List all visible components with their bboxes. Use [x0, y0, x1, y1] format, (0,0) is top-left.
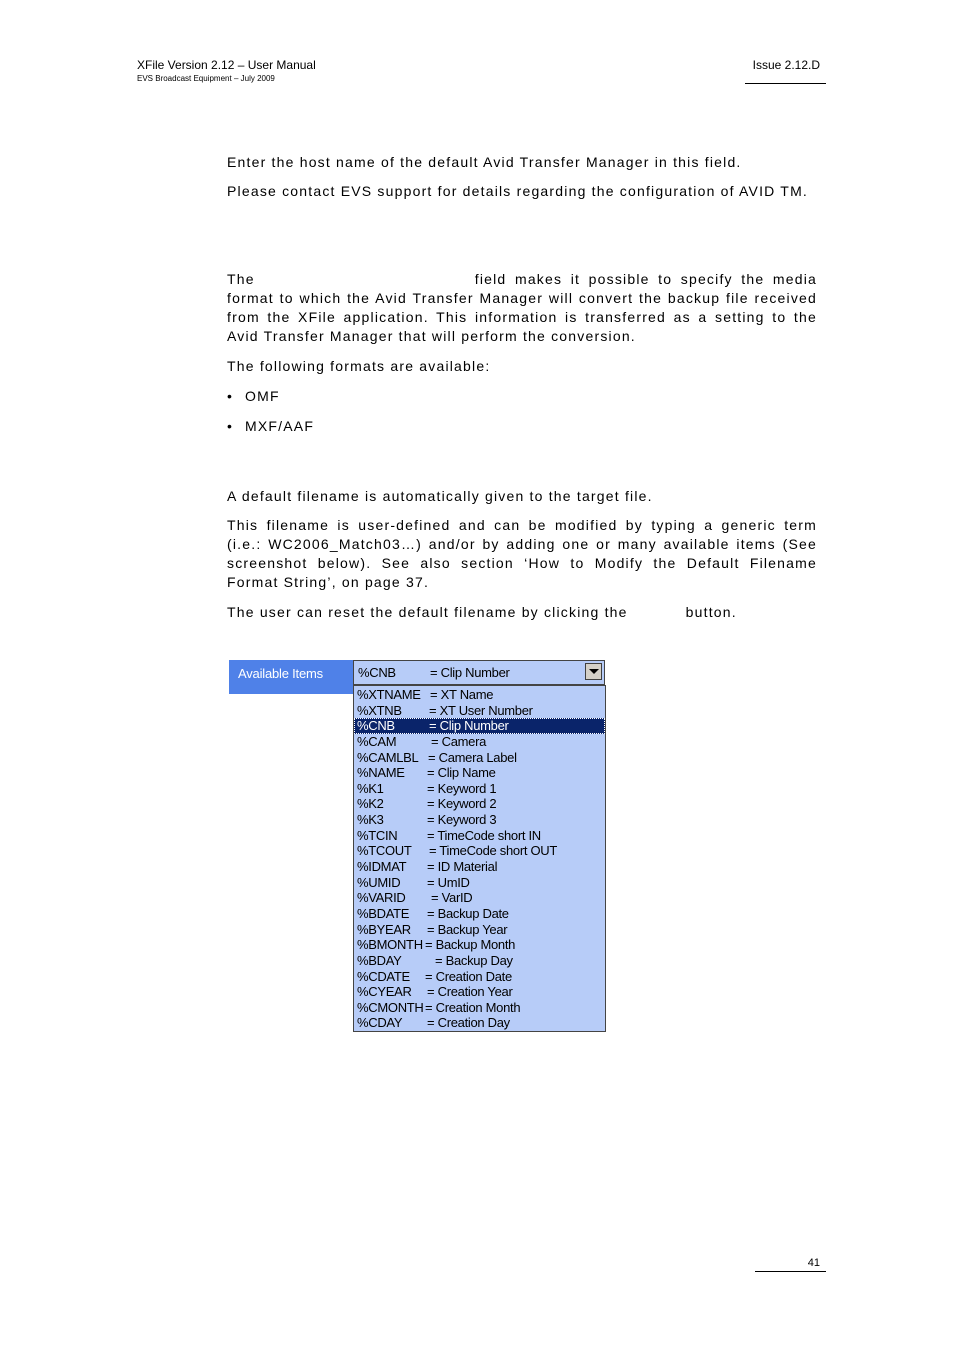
combo-selected-code: %CNB	[358, 665, 396, 680]
list-item[interactable]	[354, 687, 605, 703]
list-item[interactable]	[354, 1015, 605, 1031]
available-items-label: Available Items	[229, 660, 353, 694]
list-item-desc: = Creation Month	[425, 999, 521, 1015]
list-item-desc: = Keyword 3	[427, 812, 497, 828]
paragraph-media-format-rest: field makes it possible to specify the media format to which the Avid Transfer Manager will convert the backup file received from the XFile application. This information is transferred as a setting to the Avid Transfer Manager that will perform the conversion.	[227, 271, 817, 344]
list-item[interactable]	[354, 969, 605, 985]
list-item-code: %BDATE	[357, 905, 410, 921]
list-item-desc: = Camera Label	[428, 749, 517, 765]
combo-selected-desc: = Clip Number	[430, 665, 510, 680]
list-item-desc: = ID Material	[427, 859, 498, 875]
paragraph-default-filename: A default filename is automatically given to the target file.	[227, 488, 653, 504]
list-item[interactable]	[354, 890, 605, 906]
paragraph-host-name: Enter the host name of the default Avid Transfer Manager in this field.	[227, 154, 742, 170]
list-item-desc: = Backup Date	[427, 905, 509, 921]
footer-rule	[755, 1271, 826, 1272]
list-item[interactable]	[354, 828, 605, 844]
list-item-code: %CYEAR	[357, 984, 412, 1000]
header-rule	[745, 83, 826, 84]
list-item-code: %CMONTH	[357, 999, 424, 1015]
paragraph-reset-end: button.	[685, 604, 737, 620]
paragraph-user-defined: This filename is user-defined and can be modified by typing a generic term (i.e.: WC2006_Match03…) and/or by adding one or many available items (See screenshot below). See also section ‘How to Modify the Default Filename Format String’, on page 37.	[227, 517, 817, 590]
list-item-desc: = Backup Year	[427, 921, 508, 937]
list-item-code: %K1	[357, 780, 384, 796]
list-item-code: %K2	[357, 796, 384, 812]
list-item-code: %TCIN	[357, 827, 398, 843]
list-item[interactable]	[354, 953, 605, 969]
list-item[interactable]	[354, 734, 605, 750]
list-item[interactable]	[354, 984, 605, 1000]
list-item[interactable]	[354, 750, 605, 766]
list-item[interactable]	[354, 937, 605, 953]
list-item-code: %XTNAME	[357, 687, 421, 702]
bullet-dot-icon: •	[227, 388, 234, 404]
list-item-code: %NAME	[357, 765, 405, 781]
list-item-desc: = TimeCode short OUT	[429, 843, 558, 859]
list-item-code: %CNB	[357, 718, 395, 734]
list-item-code: %UMID	[357, 874, 401, 890]
header-subtitle: EVS Broadcast Equipment – July 2009	[137, 74, 275, 83]
list-item-code: %IDMAT	[357, 859, 407, 875]
available-items-combobox[interactable]	[353, 660, 605, 685]
chevron-down-icon[interactable]	[585, 663, 602, 680]
list-item-desc: = VarID	[431, 890, 473, 906]
list-item-code: %CAMLBL	[357, 749, 419, 765]
list-item[interactable]	[354, 843, 605, 859]
available-items-list[interactable]	[353, 685, 606, 1032]
list-item-desc: = Clip Number	[429, 718, 509, 734]
list-item-code: %TCOUT	[357, 843, 412, 859]
list-item-desc: = Creation Year	[427, 984, 513, 1000]
list-item[interactable]	[354, 859, 605, 875]
list-item[interactable]	[354, 796, 605, 812]
paragraph-reset	[227, 603, 817, 622]
list-item-desc: = Keyword 1	[427, 780, 497, 796]
list-item[interactable]	[354, 875, 605, 891]
paragraph-formats-intro: The following formats are available:	[227, 358, 491, 374]
list-item-desc: = Keyword 2	[427, 796, 497, 812]
list-item-code: %BYEAR	[357, 921, 411, 937]
bullet-dot-icon: •	[227, 418, 234, 434]
list-item-desc: = TimeCode short IN	[427, 827, 541, 843]
list-item-desc: = Creation Day	[427, 1015, 510, 1031]
list-item-desc: = Camera	[431, 733, 487, 749]
paragraph-media-format-start: The	[227, 271, 255, 287]
list-item[interactable]	[354, 718, 605, 734]
list-item[interactable]	[354, 703, 605, 719]
list-item-desc: = XT Name	[430, 687, 494, 702]
list-item[interactable]	[354, 812, 605, 828]
list-item[interactable]	[354, 781, 605, 797]
list-item[interactable]	[354, 922, 605, 938]
list-item-code: %K3	[357, 812, 384, 828]
header-title: XFile Version 2.12 – User Manual	[137, 58, 316, 72]
paragraph-contact-support: Please contact EVS support for details regarding the configuration of AVID TM.	[227, 183, 809, 199]
paragraph-reset-start: The user can reset the default filename by clicking the	[227, 604, 628, 620]
list-item[interactable]	[354, 906, 605, 922]
paragraph-media-format	[227, 270, 817, 346]
list-item-code: %XTNB	[357, 702, 402, 718]
list-item-code: %BDAY	[357, 952, 402, 968]
list-item-code: %BMONTH	[357, 937, 423, 953]
bullet-mxf-aaf: • MXF/AAF	[227, 418, 315, 434]
page-number: 41	[807, 1257, 820, 1269]
bullet-omf: • OMF	[227, 388, 280, 404]
list-item-desc: = Creation Date	[425, 968, 512, 984]
list-item-code: %CAM	[357, 733, 397, 749]
list-item-desc: = Backup Day	[435, 952, 513, 968]
list-item-desc: = UmID	[427, 874, 470, 890]
list-item[interactable]	[354, 1000, 605, 1016]
list-item-desc: = XT User Number	[429, 702, 533, 718]
list-item-code: %VARID	[357, 890, 406, 906]
list-item[interactable]	[354, 765, 605, 781]
header-issue: Issue 2.12.D	[752, 58, 820, 72]
list-item-code: %CDATE	[357, 968, 410, 984]
list-item-code: %CDAY	[357, 1015, 403, 1031]
list-item-desc: = Backup Month	[425, 937, 516, 953]
list-item-desc: = Clip Name	[427, 765, 496, 781]
